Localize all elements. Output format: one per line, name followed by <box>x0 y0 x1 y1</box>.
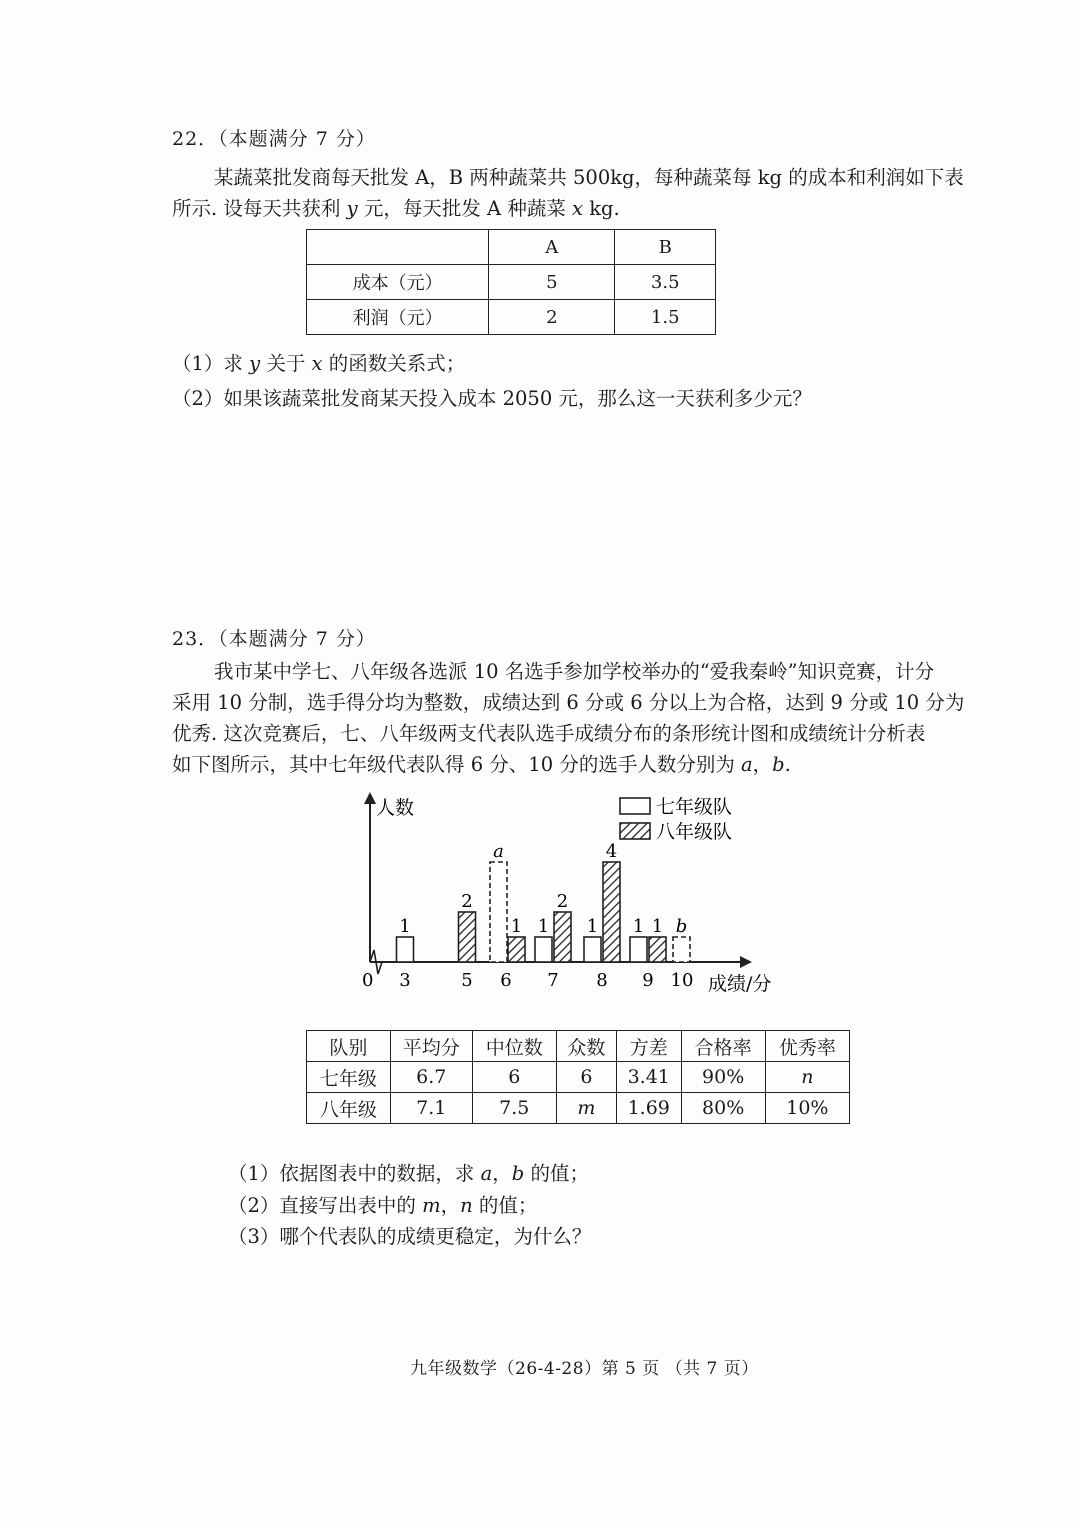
tick-label: 6 <box>500 970 512 991</box>
table-row: 七年级 6.7 6 6 3.41 90% n <box>307 1062 850 1093</box>
q23-line4: 如下图所示，其中七年级代表队得 6 分、10 分的选手人数分别为 a，b. <box>172 753 791 776</box>
table-row: 八年级 7.1 7.5 m 1.69 80% 10% <box>307 1093 850 1124</box>
y-axis-arrow <box>364 792 376 804</box>
data-label-grade8-8: 4 <box>605 841 618 862</box>
table-row <box>307 230 716 265</box>
q23-line3: 优秀. 这次竞赛后，七、八年级两支代表队选手成绩分布的条形统计图和成绩统计分析表 <box>172 722 926 745</box>
q23-sub2: （2）直接写出表中的 m，n 的值； <box>228 1194 538 1217</box>
tick-label: 3 <box>399 970 411 991</box>
y-axis-label: 人数 <box>376 797 415 819</box>
q23-bar-chart <box>340 790 780 1005</box>
data-label-grade8-6: 1 <box>510 916 523 937</box>
q23-line2: 采用 10 分制，选手得分均为整数，成绩达到 6 分或 6 分以上为合格，达到 9 分或 10 分为 <box>172 691 965 714</box>
q22-paragraph <box>172 162 1002 224</box>
bar-grade8-8 <box>603 862 620 962</box>
table-row: 利润（元） 2 1.5 <box>307 300 716 335</box>
legend-swatch-grade8 <box>620 823 650 839</box>
q22-line1: 某蔬菜批发商每天批发 A，B 两种蔬菜共 500kg，每种蔬菜每 kg 的成本和利润如下表 <box>214 166 964 189</box>
q22-cost-profit-table <box>306 229 716 335</box>
table-row: 队别 平均分 中位数 众数 方差 合格率 优秀率 <box>307 1031 850 1062</box>
legend-swatch-grade7 <box>620 798 650 814</box>
bar-grade7-10 <box>673 937 690 962</box>
bar-grade7-8 <box>584 937 601 962</box>
q22-line2: 所示. 设每天共获利 y 元，每天批发 A 种蔬菜 x kg. <box>172 197 620 220</box>
row-label-profit: 利润（元） <box>307 300 489 335</box>
row-label-cost: 成本（元） <box>307 265 489 300</box>
q23-line1: 我市某中学七、八年级各选派 10 名选手参加学校举办的“爱我秦岭”知识竞赛，计分 <box>214 660 935 683</box>
data-label-grade7-10: b <box>675 916 688 937</box>
bar-grade7-3 <box>397 937 414 962</box>
q22-title: 22．（本题满分 7 分） <box>172 128 376 150</box>
tick-label: 8 <box>596 970 608 991</box>
x-axis-label: 成绩/分 <box>708 973 772 995</box>
data-label-grade8-9: 1 <box>651 916 664 937</box>
tick-label: 7 <box>547 970 559 991</box>
q23-paragraph <box>172 656 1012 780</box>
data-label-grade8-5: 2 <box>461 891 473 912</box>
q22-sub1: （1）求 y 关于 x 的函数关系式； <box>172 352 466 375</box>
data-label-grade7-7: 1 <box>537 916 550 937</box>
origin-label: 0 <box>362 970 374 991</box>
bar-grade8-6 <box>508 937 525 962</box>
bar-grade7-9 <box>630 937 647 962</box>
tick-label: 10 <box>670 970 694 991</box>
page-footer: 九年级数学（26-4-28）第 5 页 （共 7 页） <box>410 1359 759 1379</box>
header-a: A <box>489 230 615 265</box>
q23-sub3: （3）哪个代表队的成绩更稳定，为什么？ <box>228 1225 592 1248</box>
q23-sub1: （1）依据图表中的数据，求 a，b 的值； <box>228 1162 589 1185</box>
data-label-grade7-8: 1 <box>586 916 599 937</box>
data-label-grade7-3: 1 <box>399 916 411 937</box>
bar-grade7-6 <box>490 862 507 962</box>
q22-sub2: （2）如果该蔬菜批发商某天投入成本 2050 元，那么这一天获利多少元？ <box>172 387 812 410</box>
header-b: B <box>615 230 716 265</box>
tick-label: 5 <box>461 970 473 991</box>
bar-grade8-9 <box>649 937 666 962</box>
legend-label-grade7: 七年级队 <box>656 796 733 818</box>
data-label-grade7-6: a <box>493 841 504 862</box>
q23-title: 23．（本题满分 7 分） <box>172 628 376 650</box>
x-axis-arrow <box>740 956 752 968</box>
bar-grade8-5 <box>459 912 476 962</box>
tick-label: 9 <box>642 970 654 991</box>
bar-grade7-7 <box>535 937 552 962</box>
data-label-grade7-9: 1 <box>632 916 645 937</box>
table-row: 成本（元） 5 3.5 <box>307 265 716 300</box>
q23-stats-table <box>306 1030 850 1124</box>
bar-grade8-7 <box>554 912 571 962</box>
legend-label-grade8: 八年级队 <box>656 821 733 843</box>
data-label-grade8-7: 2 <box>556 891 569 912</box>
